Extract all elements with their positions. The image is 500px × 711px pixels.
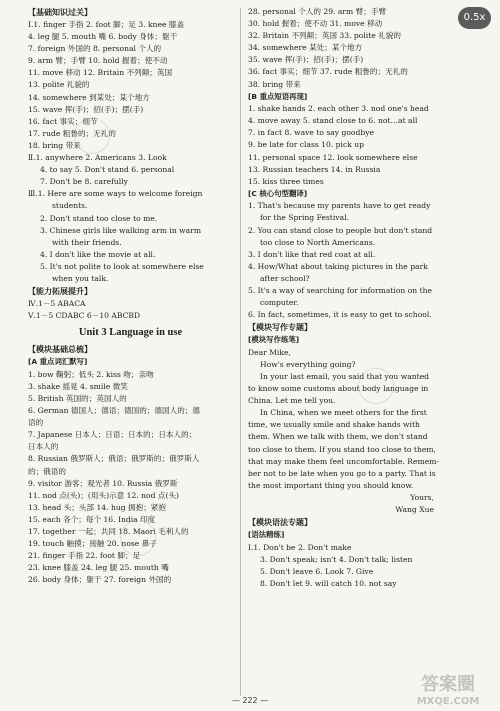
right-line: 8. Don't let 9. will catch 10. not say bbox=[260, 578, 397, 588]
left-line: 4. to say 5. Don't stand 6. personal bbox=[40, 165, 175, 175]
right-line: China. Let me tell you. bbox=[248, 396, 336, 406]
playback-speed-button[interactable]: 0.5x bbox=[458, 7, 491, 29]
right-line: for the Spring Festival. bbox=[260, 213, 349, 223]
right-line: Ⅰ.1. Don't be 2. Don't make bbox=[248, 542, 352, 552]
left-line: 11. move 移动 12. Britain 不列颠；英国 bbox=[28, 68, 173, 78]
right-line: In China, when we meet others for the first bbox=[260, 408, 427, 418]
left-line: students. bbox=[52, 201, 88, 211]
left-line: 【基础知识过关】 bbox=[28, 8, 92, 17]
right-line: In your last email, you said that you wanted bbox=[260, 371, 430, 381]
left-line: 语的 bbox=[28, 418, 44, 428]
watermark-seal bbox=[358, 368, 394, 404]
left-line: when you talk. bbox=[52, 273, 109, 283]
right-line: 9. be late for class 10. pick up bbox=[248, 140, 364, 150]
left-line: 2. Don't stand too close to me. bbox=[40, 213, 158, 223]
right-line: after school? bbox=[260, 273, 310, 283]
right-line: to know some customs about body language in bbox=[248, 384, 429, 394]
right-line: 【模块语法专题】 bbox=[248, 518, 312, 528]
right-line: Wang Xue bbox=[395, 504, 434, 514]
right-line: [语法精练] bbox=[248, 530, 285, 540]
left-line: 6. German 德国人；德语；德国的；德国人的；德 bbox=[28, 406, 200, 416]
right-line: 5. Don't leave 6. Look 7. Give bbox=[260, 566, 374, 576]
right-line: 38. bring 带来 bbox=[248, 79, 301, 89]
left-line: 19. touch 触摸；接触 20. nose 鼻子 bbox=[28, 539, 157, 549]
right-line: ber not to be late when you go to a party. That is bbox=[248, 468, 436, 478]
right-line: them. When we talk with them, we don't stand bbox=[248, 432, 428, 442]
left-line: 4. leg 腿 5. mouth 嘴 6. body 身体；躯干 bbox=[28, 32, 178, 42]
watermark-cn-text: 答案圈 bbox=[421, 674, 475, 695]
right-line: [模块写作练笔] bbox=[248, 335, 300, 345]
right-line: time, we usually smile and shake hands with bbox=[248, 420, 420, 430]
right-line: 30. hold 握着；使不动 31. move 移动 bbox=[248, 19, 383, 29]
right-line: 13. Russian teachers 14. in Russia bbox=[248, 164, 381, 174]
right-line: 【模块写作专题】 bbox=[248, 323, 312, 333]
left-line: 日本人的 bbox=[28, 442, 59, 452]
right-line: 4. How/What about taking pictures in the park bbox=[248, 261, 428, 271]
left-line: 7. Japanese 日本人；日语；日本的；日本人的； bbox=[28, 430, 197, 440]
left-line: Ⅴ.1－5 CDABC 6－10 ABCBD bbox=[28, 311, 141, 321]
left-line: 【能力拓展提升】 bbox=[28, 287, 92, 297]
right-line: 2. You can stand close to people but don't stand bbox=[248, 225, 433, 235]
left-line: 15. each 各个；每个 16. India 印度 bbox=[28, 514, 156, 524]
watermark-en-text: MXQE.COM bbox=[416, 696, 480, 707]
page-number: — 222 — bbox=[231, 696, 269, 705]
left-line: 14. somewhere 到某处；某个地方 bbox=[28, 92, 150, 102]
left-line: 21. finger 手指 22. foot 脚；足 bbox=[28, 551, 141, 561]
left-line: 9. arm 臂；手臂 10. hold 握着；使不动 bbox=[28, 56, 168, 66]
right-line: that may make them feel uncomfortable. Remem- bbox=[248, 456, 439, 466]
left-line: 16. fact 事实；细节 bbox=[28, 116, 98, 126]
column-divider bbox=[240, 8, 241, 696]
left-line: 1. bow 鞠躬；低头 2. kiss 吻；亲吻 bbox=[28, 369, 154, 379]
watermark-seal bbox=[74, 118, 110, 154]
left-line: with their friends. bbox=[52, 237, 122, 247]
right-line: Dear Mike, bbox=[248, 347, 291, 357]
right-line: How's everything going? bbox=[260, 359, 356, 369]
left-line: Ⅰ.1. finger 手指 2. foot 脚；足 3. knee 膝盖 bbox=[28, 20, 185, 29]
left-line: 3. shake 摇晃 4. smile 微笑 bbox=[28, 381, 128, 391]
left-line: 3. Chinese girls like walking arm in warm bbox=[40, 225, 202, 235]
right-line: 32. Britain 不列颠；英国 33. polite 礼貌的 bbox=[248, 31, 401, 41]
right-line: too close to North Americans. bbox=[260, 237, 376, 247]
left-line: 的；俄语的 bbox=[28, 466, 66, 476]
left-line: 7. Don't be 8. carefully bbox=[40, 177, 128, 187]
left-line: 15. wave 挥(手)；招(手)；摆(手) bbox=[28, 104, 144, 114]
right-line: 36. fact 事实；细节 37. rude 粗鲁的；无礼的 bbox=[248, 67, 408, 77]
right-column bbox=[248, 6, 448, 590]
left-line: Unit 3 Language in use bbox=[78, 327, 183, 339]
right-line: 5. It's a way of searching for information on the bbox=[248, 285, 433, 295]
right-line: 4. move away 5. stand close to 6. not…at all bbox=[248, 116, 418, 126]
right-line: Yours, bbox=[410, 492, 434, 502]
right-line: 35. wave 挥(手)；招(手)；摆(手) bbox=[248, 55, 364, 65]
right-line: 3. Don't speak; isn't 4. Don't talk; listen bbox=[260, 554, 413, 564]
left-line: 13. polite 礼貌的 bbox=[28, 80, 90, 90]
left-line: Ⅳ.1－5 ABACA bbox=[28, 299, 86, 309]
right-line: 7. in fact 8. wave to say goodbye bbox=[248, 128, 375, 138]
right-line: 6. In fact, sometimes, it is easy to get to school. bbox=[248, 310, 432, 320]
left-line: Ⅲ.1. Here are some ways to welcome foreign bbox=[28, 189, 203, 199]
right-line: 34. somewhere 某处；某个地方 bbox=[248, 43, 363, 53]
left-line: 【模块基础总梳】 bbox=[28, 345, 92, 355]
left-line: 7. foreign 外国的 8. personal 个人的 bbox=[28, 44, 162, 54]
right-line: 15. kiss three times bbox=[248, 176, 324, 186]
left-line: 11. nod 点(头)；(用头)示意 12. nod 点(头) bbox=[28, 490, 179, 500]
right-line: 28. personal 个人的 29. arm 臂；手臂 bbox=[248, 7, 387, 16]
left-line: 5. British 英国的；英国人的 bbox=[28, 393, 127, 403]
left-line: 18. bring 带来 bbox=[28, 140, 81, 150]
watermark-seal bbox=[120, 520, 156, 556]
right-line: [B 重点短语再现] bbox=[248, 91, 308, 101]
right-line: too close to them. If you stand too close to them, bbox=[248, 444, 436, 454]
left-line: 8. Russian 俄罗斯人；俄语；俄罗斯的；俄罗斯人 bbox=[28, 454, 200, 464]
right-line: 11. personal space 12. look somewhere else bbox=[248, 152, 418, 162]
left-line: 4. I don't like the movie at all. bbox=[40, 249, 156, 259]
left-line: [A 重点词汇默写] bbox=[28, 357, 88, 367]
right-line: computer. bbox=[260, 298, 299, 308]
left-line: 5. It's not polite to look at somewhere else bbox=[40, 261, 204, 271]
left-line: 17. rude 粗鲁的；无礼的 bbox=[28, 128, 116, 138]
right-line: 3. I don't like that red coat at all. bbox=[248, 249, 376, 259]
left-line: 23. knee 膝盖 24. leg 腿 25. mouth 嘴 bbox=[28, 563, 169, 573]
watermark-logo bbox=[400, 664, 496, 708]
left-column bbox=[28, 6, 233, 586]
left-line: 26. body 身体；躯干 27. foreign 外国的 bbox=[28, 575, 172, 585]
left-line: 13. head 头；头部 14. hug 拥抱；紧抱 bbox=[28, 502, 166, 512]
left-line: 17. together 一起；共同 18. Maori 毛利人的 bbox=[28, 526, 189, 536]
left-line: 9. visitor 游客；观光者 10. Russia 俄罗斯 bbox=[28, 478, 178, 488]
right-line: 1. shake hands 2. each other 3. nod one's head bbox=[248, 104, 429, 114]
left-line: Ⅱ.1. anywhere 2. Americans 3. Look bbox=[28, 153, 167, 163]
right-line: [C 核心句型翻译] bbox=[248, 188, 308, 198]
right-line: 1. That's because my parents have to get ready bbox=[248, 201, 431, 211]
right-line: the most important thing you should know. bbox=[248, 480, 414, 490]
